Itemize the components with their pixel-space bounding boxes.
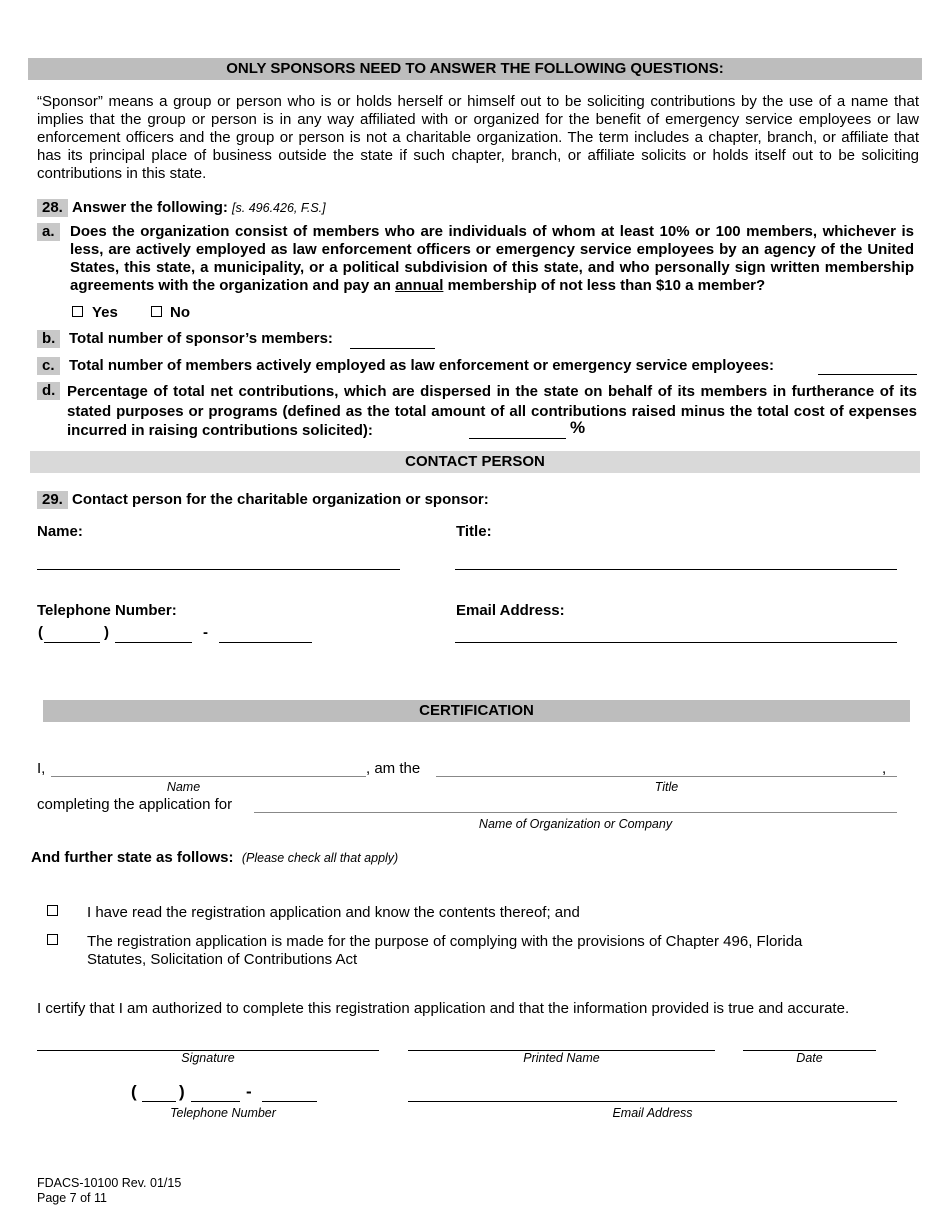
read-application-text: I have read the registration application and know the contents thereof; and: [87, 904, 580, 921]
question-number: 29.: [37, 491, 68, 509]
cert-phone-prefix-field[interactable]: [191, 1101, 240, 1102]
sponsor-definition: “Sponsor” means a group or person who is or holds herself or himself out to be soliciting contributions by the use of a name that implies that the group or person is in any way affiliated with or organized for the benefit of emergency service employees or law enforcement officers and the group or person is not a charitable organization. The term includes a chapter, branch, or affiliate that has its principal place of business outside the state if such chapter, branch, or affiliate solicits or holds itself out to be soliciting contributions in this state.: [37, 93, 919, 182]
signature-caption: Signature: [181, 1051, 235, 1065]
cert-name-field[interactable]: [51, 776, 366, 777]
q28a-letter: a.: [37, 223, 60, 241]
name-caption: Name: [166, 780, 201, 794]
telephone-caption: Telephone Number: [170, 1106, 276, 1120]
read-application-checkbox[interactable]: [47, 905, 58, 916]
phone-dash: -: [203, 624, 208, 641]
sponsor-members-field[interactable]: [350, 348, 435, 349]
cert-am-the: , am the: [366, 760, 421, 777]
no-label: No: [170, 304, 190, 321]
cert-phone-dash: -: [246, 1082, 252, 1101]
completing-label: completing the application for: [37, 796, 233, 813]
phone-prefix-field[interactable]: [115, 642, 192, 643]
printed-name-caption: Printed Name: [523, 1051, 600, 1065]
contact-email-field[interactable]: [455, 642, 897, 643]
citation: [s. 496.426, F.S.]: [232, 201, 326, 215]
question-29-heading: [37, 491, 489, 509]
cert-paren-close: ): [179, 1082, 185, 1101]
cert-email-field[interactable]: [408, 1101, 897, 1102]
q28a-text: Does the organization consist of members who are individuals of whom at least 10% or 100 members, whichever is less, are actively employed as law enforcement officers or emergency service employees by an agency of the United States, this state, a municipality, or a political subdivision of this state, and who personally sign written membership agreements with the organization and pay an annual membership of not less than $10 a member?: [70, 223, 914, 294]
phone-paren-close: ): [104, 624, 109, 641]
question-28-heading: [37, 199, 326, 217]
telephone-label: Telephone Number:: [37, 602, 177, 619]
question-label: Answer the following:: [72, 199, 228, 216]
compliance-checkbox[interactable]: [47, 934, 58, 945]
no-checkbox[interactable]: [151, 306, 162, 317]
question-label: Contact person for the charitable organization or sponsor:: [72, 491, 489, 508]
email-label: Email Address:: [456, 602, 565, 619]
certify-statement: I certify that I am authorized to complete this registration application and that the information provided is true and accurate.: [37, 1000, 850, 1017]
employed-members-field[interactable]: [818, 374, 917, 375]
page-number: Page 7 of 11: [37, 1191, 107, 1205]
percentage-field[interactable]: [469, 438, 566, 439]
certification-header: CERTIFICATION: [43, 700, 910, 722]
question-number: 28.: [37, 199, 68, 217]
further-state: And further state as follows: (Please check all that apply): [31, 849, 399, 866]
q28c-text: Total number of members actively employed as law enforcement or emergency service employees:: [69, 357, 774, 374]
cert-i: I,: [37, 760, 46, 777]
yes-checkbox[interactable]: [72, 306, 83, 317]
date-caption: Date: [796, 1051, 823, 1065]
email-caption: Email Address: [612, 1106, 693, 1120]
cert-paren-open: (: [131, 1082, 137, 1101]
contact-person-header: CONTACT PERSON: [30, 451, 920, 473]
q28d-text: Percentage of total net contributions, which are dispersed in the state on behalf of its members in furtherance of its stated purposes or programs (defined as the total amount of all contributions raised minus the total cost of expenses incurred in raising contributions solicited):: [67, 383, 917, 439]
cert-comma: ,: [882, 760, 887, 777]
cert-title-field[interactable]: [436, 776, 897, 777]
contact-title-field[interactable]: [455, 569, 897, 570]
q28d-letter: d.: [37, 382, 60, 400]
contact-name-field[interactable]: [37, 569, 400, 570]
compliance-text: The registration application is made for the purpose of complying with the provisions of Chapter 496, Florida Statutes, Solicitation of Contributions Act: [87, 933, 803, 968]
organization-caption: Name of Organization or Company: [478, 817, 673, 831]
area-code-field[interactable]: [44, 642, 100, 643]
phone-line-field[interactable]: [219, 642, 312, 643]
name-label: Name:: [37, 523, 83, 540]
title-caption: Title: [654, 780, 679, 794]
q28c-letter: c.: [37, 357, 60, 375]
q28b-text: Total number of sponsor’s members:: [69, 330, 333, 347]
form-number: FDACS-10100 Rev. 01/15: [37, 1176, 182, 1190]
percent-sign: %: [570, 418, 586, 437]
sponsors-header: ONLY SPONSORS NEED TO ANSWER THE FOLLOWING QUESTIONS:: [28, 58, 922, 80]
phone-paren-open: (: [38, 624, 43, 641]
yes-label: Yes: [92, 304, 118, 321]
title-label: Title:: [456, 523, 492, 540]
cert-phone-line-field[interactable]: [262, 1101, 317, 1102]
organization-name-field[interactable]: [254, 812, 897, 813]
cert-area-code-field[interactable]: [142, 1101, 176, 1102]
q28b-letter: b.: [37, 330, 60, 348]
